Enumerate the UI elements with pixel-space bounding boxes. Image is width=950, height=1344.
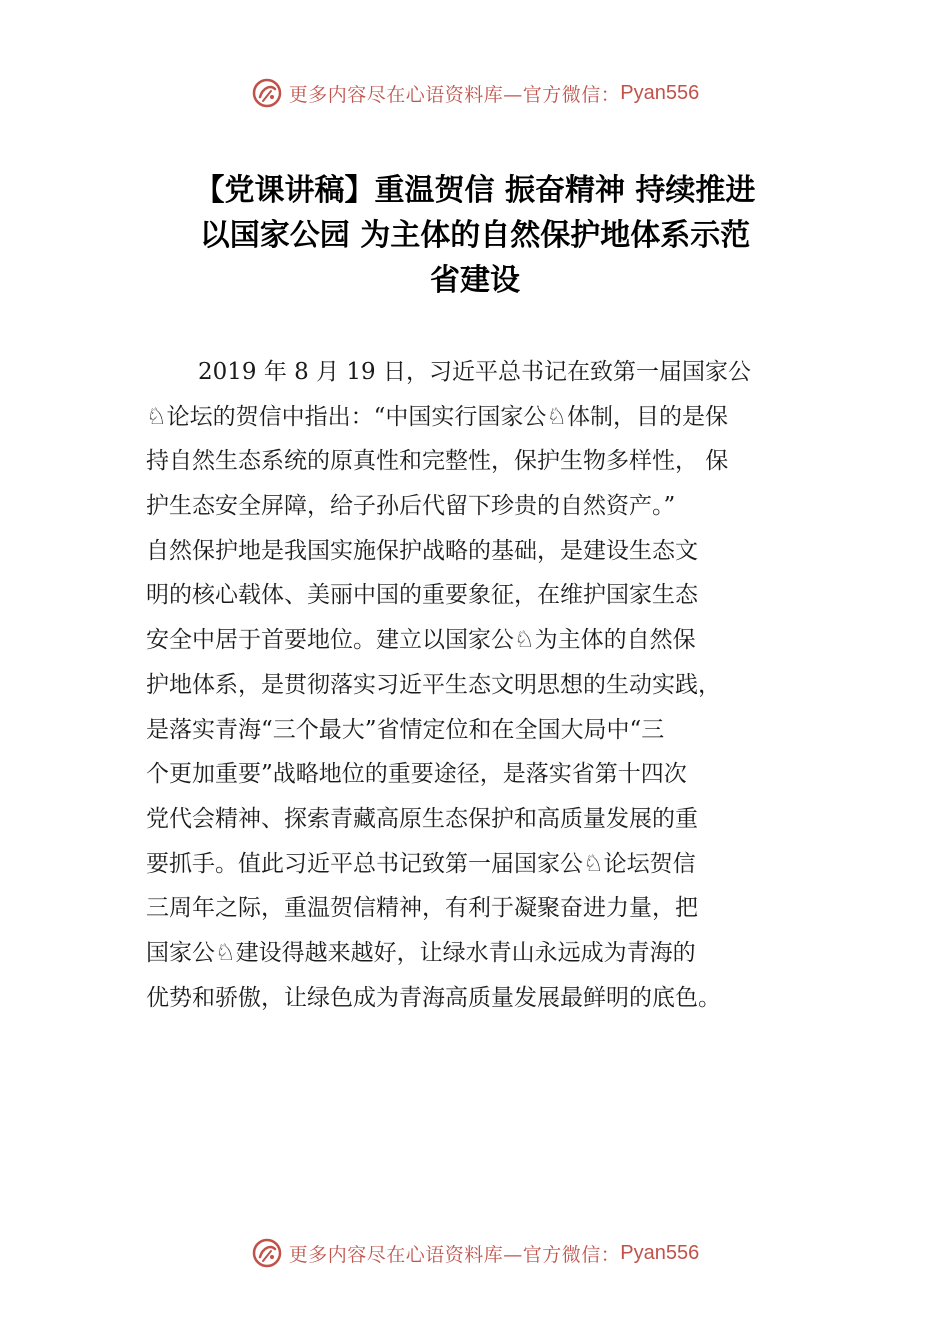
document-body bbox=[146, 350, 822, 1020]
document-title bbox=[140, 168, 810, 303]
footer-banner bbox=[0, 1233, 950, 1273]
seal-logo-icon bbox=[251, 1237, 283, 1269]
footer-banner-text: 更多内容尽在心语资料库—官方微信： bbox=[288, 1243, 621, 1266]
body-line: 2019 年 8 月 19 日，习近平总书记在致第一届国家公 bbox=[198, 359, 751, 385]
body-line: 优势和骄傲，让绿色成为青海高质量发展最鲜明的底色。 bbox=[146, 984, 721, 1011]
header-banner-text: 更多内容尽在心语资料库—官方微信： bbox=[288, 83, 621, 106]
body-line: 安全中居于首要地位。建立以国家公♘为主体的自然保 bbox=[146, 627, 696, 654]
body-line: 要抓手。值此习近平总书记致第一届国家公♘论坛贺信 bbox=[146, 850, 696, 877]
body-line: 护地体系，是贯彻落实习近平生态文明思想的生动实践， bbox=[146, 671, 721, 698]
seal-logo-icon bbox=[251, 77, 283, 109]
title-line: 【党课讲稿】重温贺信 振奋精神 持续推进 bbox=[194, 173, 756, 208]
body-line: ♘论坛的贺信中指出：“中国实行国家公♘体制，目的是保 bbox=[146, 403, 728, 430]
title-line: 以国家公园 为主体的自然保护地体系示范 bbox=[199, 218, 751, 253]
body-line: 三周年之际，重温贺信精神，有利于凝聚奋进力量，把 bbox=[146, 895, 698, 922]
body-line: 个更加重要”战略地位的重要途径，是落实省第十四次 bbox=[146, 761, 687, 788]
body-line: 护生态安全屏障，给子孙后代留下珍贵的自然资产。” bbox=[146, 493, 676, 520]
header-wechat-id: Pyan556 bbox=[620, 81, 700, 104]
body-line: 党代会精神、探索青藏高原生态保护和高质量发展的重 bbox=[146, 805, 698, 832]
header-banner bbox=[0, 73, 950, 113]
body-line: 明的核心载体、美丽中国的重要象征，在维护国家生态 bbox=[146, 582, 698, 609]
body-line: 持自然生态系统的原真性和完整性，保护生物多样性， 保 bbox=[146, 448, 729, 475]
body-line: 国家公♘建设得越来越好，让绿水青山永远成为青海的 bbox=[146, 939, 696, 966]
body-line: 是落实青海“三个最大”省情定位和在全国大局中“三 bbox=[146, 716, 665, 743]
footer-wechat-id: Pyan556 bbox=[620, 1241, 700, 1264]
body-line: 自然保护地是我国实施保护战略的基础，是建设生态文 bbox=[146, 537, 698, 564]
title-line: 省建设 bbox=[430, 263, 520, 298]
